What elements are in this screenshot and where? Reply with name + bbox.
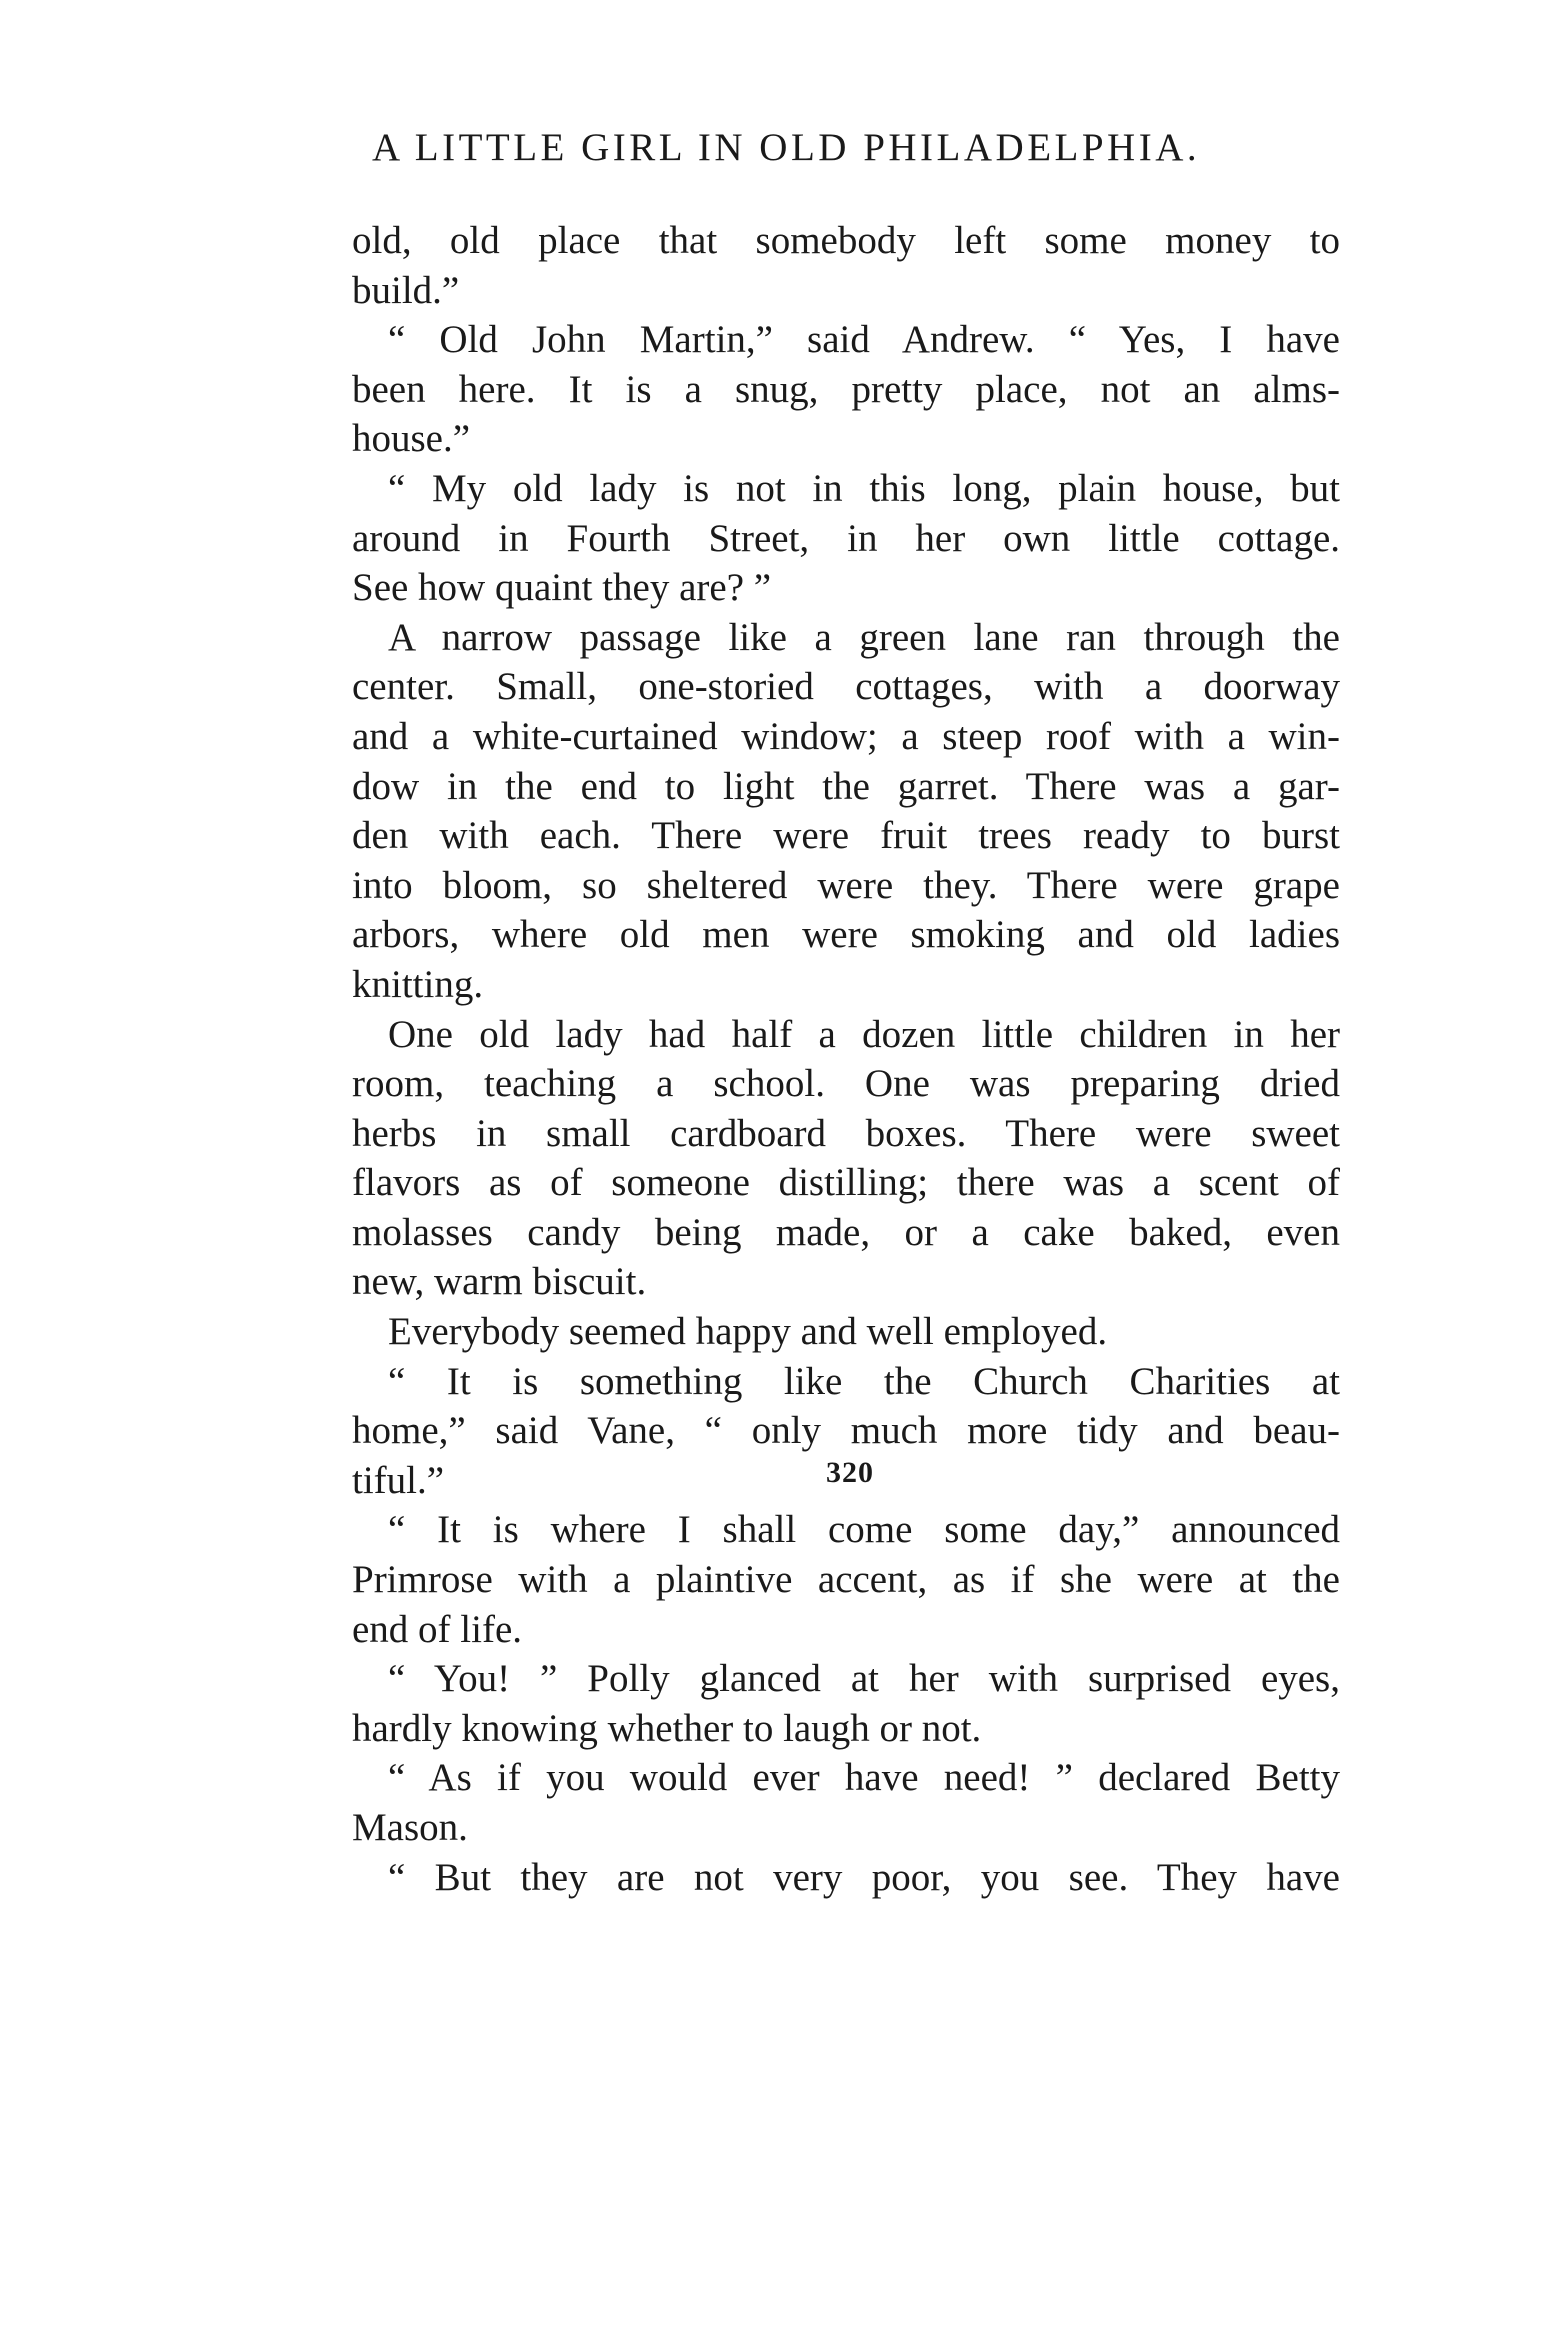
body-text (352, 216, 1340, 1902)
text-line: room, teaching a school. One was preparing dried (352, 1062, 1340, 1106)
text-line: house.” (352, 417, 471, 461)
text-line: build.” (352, 268, 460, 312)
text-line: and a white-curtained window; a steep roof with a win- (352, 714, 1340, 758)
text-line: herbs in small cardboard boxes. There were sweet (352, 1111, 1340, 1155)
page-number: 320 (826, 1456, 874, 1489)
text-line: “ It is where I shall come some day,” announced (388, 1508, 1340, 1552)
text-line: end of life. (352, 1607, 523, 1651)
text-line: Everybody seemed happy and well employed. (388, 1310, 1108, 1354)
text-line: old, old place that somebody left some money to (352, 219, 1340, 262)
running-head: A LITTLE GIRL IN OLD PHILADELPHIA. (372, 126, 1201, 169)
text-line: See how quaint they are? ” (352, 566, 772, 610)
text-line: molasses candy being made, or a cake baked, even (352, 1210, 1340, 1254)
text-line: new, warm biscuit. (352, 1260, 647, 1304)
text-line: den with each. There were fruit trees ready to burst (352, 814, 1340, 858)
text-line: “ But they are not very poor, you see. They have (388, 1855, 1340, 1899)
text-line: been here. It is a snug, pretty place, not an alms- (352, 367, 1340, 411)
text-line: A narrow passage like a green lane ran through the (388, 615, 1340, 659)
text-line: “ You! ” Polly glanced at her with surprised eyes, (388, 1657, 1340, 1701)
text-line: flavors as of someone distilling; there was a scent of (352, 1161, 1340, 1205)
text-line: “ Old John Martin,” said Andrew. “ Yes, I have (388, 318, 1340, 362)
text-line: “ My old lady is not in this long, plain house, but (388, 466, 1340, 510)
text-line: dow in the end to light the garret. There was a gar- (352, 764, 1340, 808)
text-line: arbors, where old men were smoking and old ladies (352, 913, 1340, 957)
text-line: Primrose with a plaintive accent, as if she were at the (352, 1558, 1340, 1602)
text-line: One old lady had half a dozen little children in her (388, 1012, 1340, 1056)
text-line: Mason. (352, 1806, 468, 1849)
text-line: “ As if you would ever have need! ” declared Betty (388, 1756, 1340, 1800)
text-line: home,” said Vane, “ only much more tidy and beau- (352, 1409, 1340, 1453)
text-line: “ It is something like the Church Charities at (388, 1359, 1340, 1403)
text-line: into bloom, so sheltered were they. There were grape (352, 863, 1340, 907)
text-line: center. Small, one-storied cottages, with a doorway (352, 665, 1340, 709)
text-line: around in Fourth Street, in her own little cottage. (352, 516, 1340, 560)
text-line: knitting. (352, 962, 484, 1006)
text-line: hardly knowing whether to laugh or not. (352, 1706, 982, 1750)
text-line: tiful.” (352, 1458, 445, 1502)
